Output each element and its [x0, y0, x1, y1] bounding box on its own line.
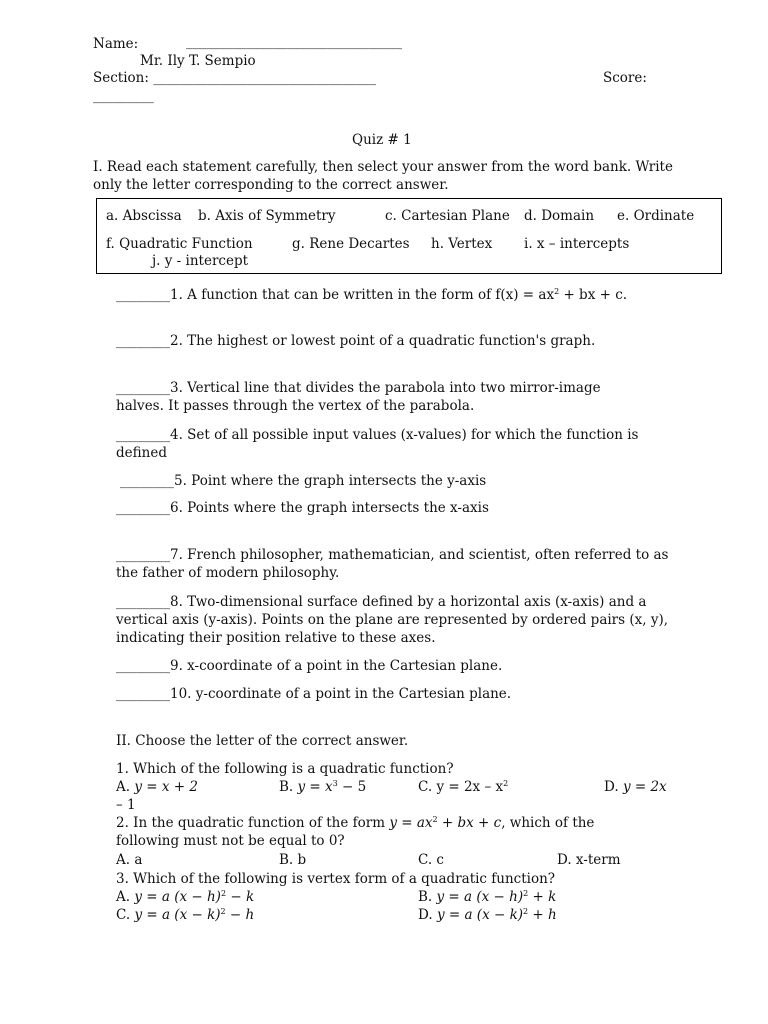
mcq-option-d-continued: – 1	[116, 797, 136, 813]
part1-instructions: I. Read each statement carefully, then select your answer from the word bank. Write only the letter corresponding to the correct answer.	[93, 159, 673, 193]
word-bank-item: g. Rene Decartes	[292, 236, 410, 252]
answer-blank[interactable]: ________	[116, 287, 170, 303]
quiz-title: Quiz # 1	[352, 132, 412, 148]
word-bank-item: j. y - intercept	[152, 253, 249, 269]
answer-blank[interactable]: ________	[116, 427, 170, 443]
answer-blank[interactable]: ________	[116, 500, 170, 516]
teacher-name: Mr. Ily T. Sempio	[140, 53, 256, 69]
word-bank-item: a. Abscissa	[106, 208, 182, 224]
mcq-option-d[interactable]: D. y = a $(x - k)^2 + h$	[418, 907, 557, 923]
question-item: ________2. The highest or lowest point of a quadratic function's graph.	[116, 333, 596, 349]
question-item: ________7. French philosopher, mathematician, and scientist, often referred to as the father of modern philosophy.	[116, 547, 669, 581]
question-item: ________5. Point where the graph intersects the y-axis	[120, 473, 487, 489]
answer-blank[interactable]: ________	[116, 686, 170, 702]
word-bank-item: c. Cartesian Plane	[385, 208, 510, 224]
word-bank-item: f. Quadratic Function	[106, 236, 253, 252]
mcq-question: 3. Which of the following is vertex form of a quadratic function?	[116, 871, 556, 887]
answer-blank[interactable]: ________	[116, 594, 170, 610]
mcq-option-a[interactable]: A. y = a $(x - h)^2 - k$	[116, 889, 255, 905]
mcq-option-c[interactable]: C. y = a $(x - k)^2 - h$	[116, 907, 255, 923]
mcq-option-d[interactable]: D. x-term	[557, 852, 621, 868]
section-label[interactable]: Section: _________________________________	[93, 70, 376, 86]
part2-instructions: II. Choose the letter of the correct answer.	[116, 733, 409, 749]
name-line[interactable]: ________________________________	[186, 34, 402, 50]
mcq-option-c[interactable]: C. c	[418, 852, 444, 868]
answer-blank[interactable]: ________	[116, 380, 170, 396]
mcq-option-d[interactable]: D. y = 2x	[604, 779, 667, 795]
question-item: ________6. Points where the graph intersects the x-axis	[116, 500, 489, 516]
mcq-option-a[interactable]: A. a	[116, 852, 143, 868]
mcq-question: 1. Which of the following is a quadratic function?	[116, 761, 454, 777]
mcq-question-continued: following must not be equal to 0?	[116, 833, 345, 849]
question-item: ________1. A function that can be written in the form of $f(x) = ax^2$ + bx + c.	[116, 287, 628, 303]
answer-blank[interactable]: ________	[116, 333, 170, 349]
mcq-option-b[interactable]: B. $y = x^3 - 5$	[279, 779, 367, 795]
mcq-question: 2. In the quadratic function of the form $y = ax^2$ + bx + c, which of the	[116, 815, 595, 831]
mcq-option-b[interactable]: B. b	[279, 852, 307, 868]
answer-blank[interactable]: ________	[116, 547, 170, 563]
question-item: ________4. Set of all possible input values (x-values) for which the function is defined	[116, 427, 639, 461]
score-label: Score:	[603, 70, 647, 86]
answer-blank[interactable]: ________	[120, 473, 174, 489]
question-item: ________8. Two-dimensional surface defined by a horizontal axis (x-axis) and a vertical axis (y-axis). Points on the plane are represented by ordered pairs (x, y), indicating their position relative to these axes.	[116, 594, 669, 646]
question-item: ________9. x-coordinate of a point in the Cartesian plane.	[116, 658, 503, 674]
mcq-option-c[interactable]: C. $y = 2x - x^2$	[418, 779, 509, 795]
question-item: ________3. Vertical line that divides the parabola into two mirror-image halves. It passes through the vertex of the parabola.	[116, 380, 601, 414]
question-item: ________10. y-coordinate of a point in the Cartesian plane.	[116, 686, 512, 702]
name-label: Name:	[93, 36, 139, 52]
word-bank-item: e. Ordinate	[617, 208, 695, 224]
word-bank-item: i. x – intercepts	[524, 236, 630, 252]
mcq-option-a[interactable]: A. y = x + 2	[116, 779, 198, 795]
mcq-option-b[interactable]: B. y = a $(x - h)^2 + k$	[418, 889, 557, 905]
word-bank-item: b. Axis of Symmetry	[198, 208, 336, 224]
word-bank-item: d. Domain	[524, 208, 595, 224]
answer-blank[interactable]: ________	[116, 658, 170, 674]
score-line[interactable]: _________	[93, 88, 154, 104]
word-bank-item: h. Vertex	[431, 236, 493, 252]
